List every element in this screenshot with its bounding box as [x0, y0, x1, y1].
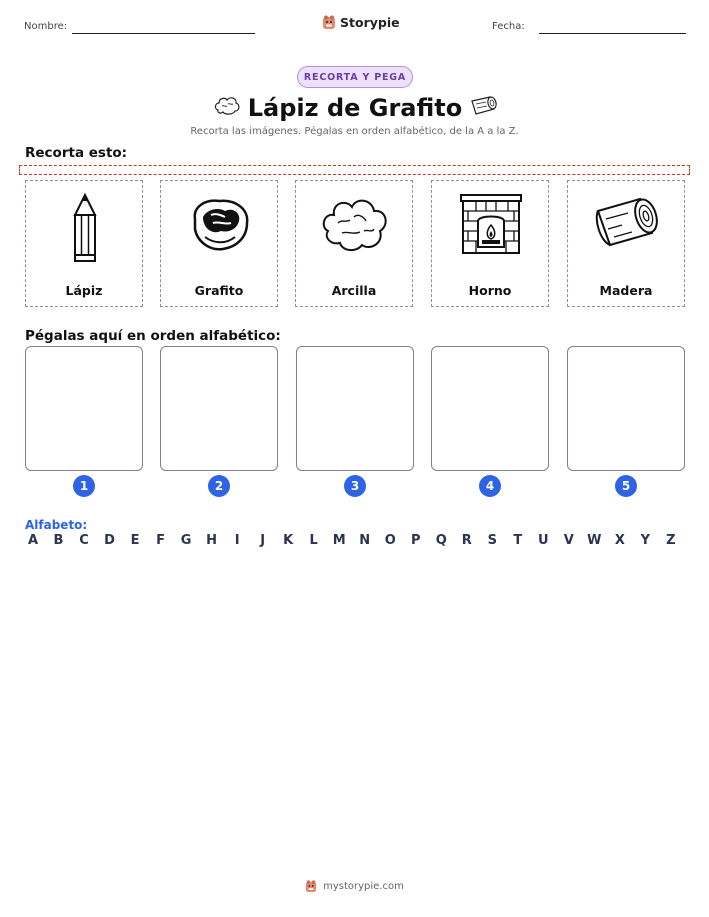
- wood-log-small-icon: [468, 95, 498, 117]
- brand-logo: [322, 14, 400, 30]
- alphabet-letter: E: [130, 533, 140, 548]
- alphabet-letter: J: [260, 533, 266, 548]
- instructions: Recorta las imágenes. Pégalas en orden alfabético, de la A a la Z.: [190, 126, 519, 137]
- alphabet-letter: Q: [435, 533, 447, 548]
- cut-card-madera[interactable]: [567, 180, 685, 307]
- alphabet-letter: T: [513, 533, 523, 548]
- name-line: [72, 33, 255, 34]
- card-label: Horno: [468, 283, 512, 298]
- paste-slot-5[interactable]: [567, 346, 685, 471]
- activity-badge: RECORTA Y PEGA: [297, 66, 413, 88]
- alphabet-letter: D: [104, 533, 115, 548]
- alphabet-letter: G: [180, 533, 192, 548]
- cut-card-arcilla[interactable]: [295, 180, 413, 307]
- slot-number-1: 1: [73, 475, 95, 497]
- oven-icon: [456, 189, 526, 269]
- alphabet-letter: O: [384, 533, 396, 548]
- pencil-icon: [50, 189, 120, 269]
- alphabet-letter: M: [332, 533, 346, 548]
- cut-section-label: Recorta esto:: [25, 145, 128, 161]
- brand-name: Storypie: [340, 14, 400, 30]
- footer: [0, 879, 709, 893]
- alphabet-letter: X: [614, 533, 625, 548]
- alphabet-letter: C: [79, 533, 89, 548]
- paste-slot-3[interactable]: [296, 346, 414, 471]
- storypie-logo-icon: [305, 879, 317, 893]
- name-label: Nombre:: [24, 21, 68, 32]
- alphabet-letter: S: [487, 533, 497, 548]
- paste-section-label: Pégalas aquí en orden alfabético:: [25, 328, 281, 344]
- cut-card-horno[interactable]: [431, 180, 549, 307]
- paste-slot-1[interactable]: [25, 346, 143, 471]
- slot-number-3: 3: [344, 475, 366, 497]
- alphabet-letter: R: [461, 533, 472, 548]
- card-label: Lápiz: [65, 283, 103, 298]
- paste-slot-2[interactable]: [160, 346, 278, 471]
- slot-number-4: 4: [479, 475, 501, 497]
- alphabet-label: Alfabeto:: [25, 518, 88, 532]
- graphite-icon: [185, 189, 255, 269]
- card-label: Grafito: [194, 283, 244, 298]
- alphabet-letter: K: [283, 533, 294, 548]
- page-title: Lápiz de Grafito: [247, 94, 463, 122]
- date-label: Fecha:: [492, 21, 525, 32]
- cut-line: [19, 165, 690, 175]
- card-label: Arcilla: [331, 283, 377, 298]
- storypie-logo-icon: [322, 14, 336, 30]
- slot-number-2: 2: [208, 475, 230, 497]
- footer-url[interactable]: mystorypie.com: [323, 880, 404, 892]
- slot-number-5: 5: [615, 475, 637, 497]
- date-line: [539, 33, 686, 34]
- clay-icon: [320, 189, 390, 269]
- alphabet-letter: V: [563, 533, 574, 548]
- alphabet-letter: B: [53, 533, 64, 548]
- alphabet-letter: N: [359, 533, 371, 548]
- alphabet-row: [25, 533, 685, 548]
- alphabet-letter: H: [206, 533, 218, 548]
- alphabet-letter: A: [27, 533, 39, 548]
- alphabet-letter: P: [410, 533, 421, 548]
- alphabet-letter: W: [587, 533, 602, 548]
- card-label: Madera: [599, 283, 653, 298]
- alphabet-letter: Y: [640, 533, 651, 548]
- wood-log-icon: [592, 189, 662, 269]
- alphabet-letter: U: [538, 533, 549, 548]
- paste-slot-4[interactable]: [431, 346, 549, 471]
- alphabet-letter: F: [156, 533, 166, 548]
- cut-card-grafito[interactable]: [160, 180, 278, 307]
- cut-card-lapiz[interactable]: [25, 180, 143, 307]
- alphabet-letter: L: [309, 533, 318, 548]
- alphabet-letter: I: [234, 533, 240, 548]
- alphabet-letter: Z: [666, 533, 676, 548]
